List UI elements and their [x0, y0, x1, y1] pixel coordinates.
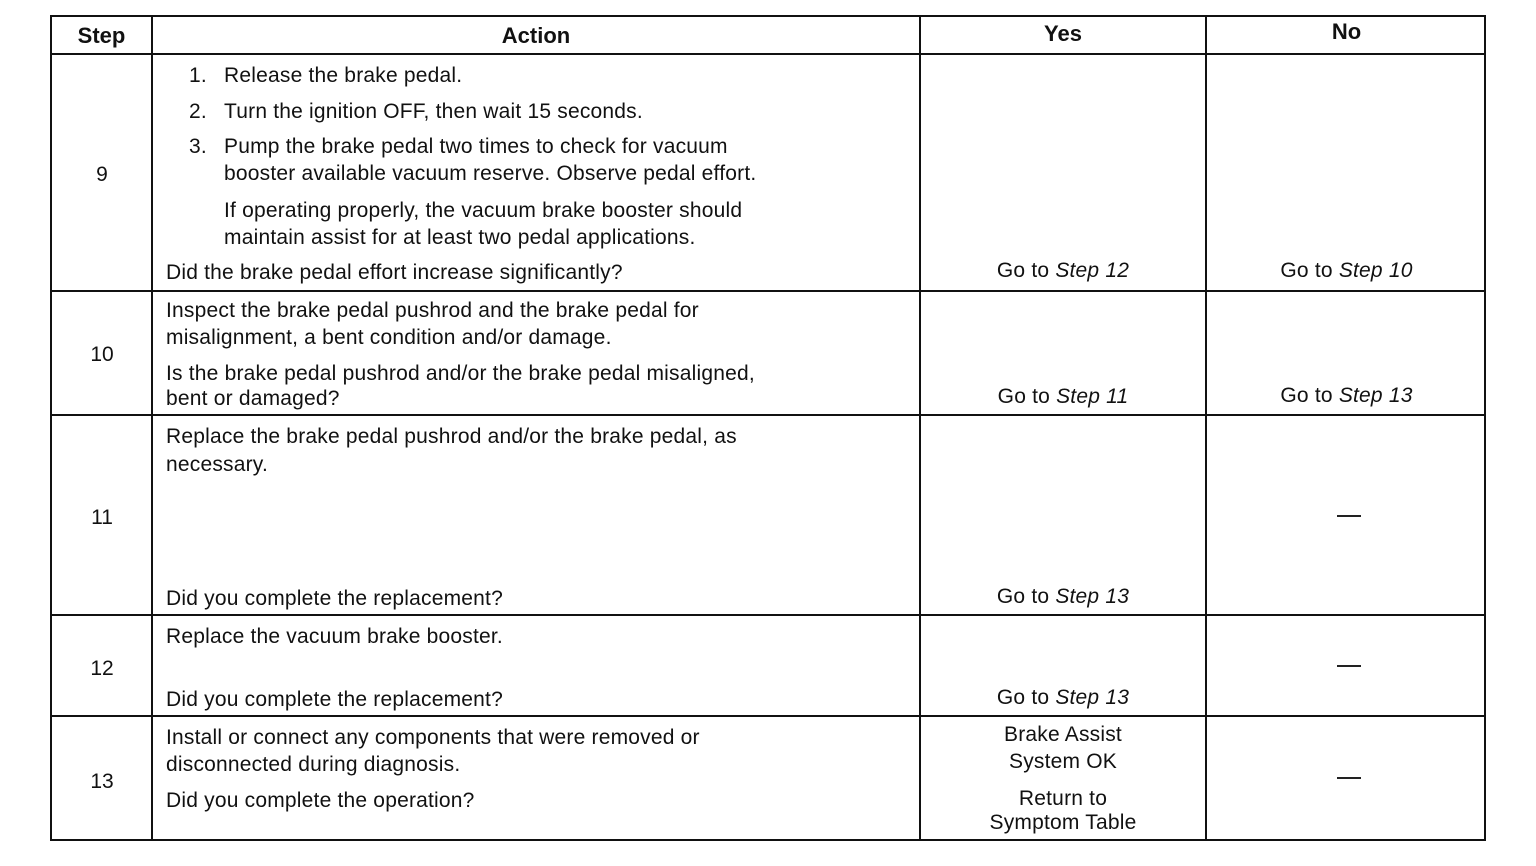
action-question: Did you complete the replacement?	[166, 587, 503, 610]
action-text: Turn the ignition OFF, then wait 15 seconds.	[224, 100, 643, 123]
action-text: disconnected during diagnosis.	[166, 753, 461, 776]
no-result: Go to Step 10	[1280, 259, 1413, 282]
no-result: Go to Step 13	[1280, 384, 1413, 407]
step-number: 12	[90, 657, 114, 680]
no-result-dash	[1337, 515, 1361, 517]
header-step: Step	[77, 23, 126, 48]
action-text: Replace the brake pedal pushrod and/or the brake pedal, as	[166, 425, 737, 448]
step-number: 10	[90, 343, 114, 366]
header-no: No	[1331, 19, 1362, 44]
header-action: Action	[501, 23, 571, 48]
yes-result: Symptom Table	[989, 811, 1137, 834]
action-question: bent or damaged?	[166, 387, 340, 410]
yes-result: System OK	[1009, 750, 1117, 773]
action-note: If operating properly, the vacuum brake booster should	[224, 199, 743, 222]
action-text: misalignment, a bent condition and/or damage.	[166, 326, 612, 349]
step-number: 9	[96, 163, 108, 186]
row-divider	[52, 290, 1484, 292]
yes-result: Brake Assist	[1004, 723, 1122, 746]
step-number: 11	[91, 506, 113, 529]
action-text: Pump the brake pedal two times to check for vacuum	[224, 135, 728, 158]
action-text: Release the brake pedal.	[224, 64, 463, 87]
yes-result: Go to Step 13	[996, 585, 1130, 608]
row-divider	[52, 414, 1484, 416]
action-text: Inspect the brake pedal pushrod and the brake pedal for	[166, 299, 699, 322]
row-divider	[52, 53, 1484, 55]
action-question: Did the brake pedal effort increase significantly?	[166, 261, 623, 284]
yes-result: Go to Step 13	[996, 686, 1130, 709]
no-result-dash	[1337, 665, 1361, 667]
yes-result: Go to Step 12	[996, 259, 1130, 282]
action-text: necessary.	[166, 453, 268, 476]
row-divider	[52, 614, 1484, 616]
list-number: 1.	[189, 64, 207, 87]
action-question: Did you complete the replacement?	[166, 688, 503, 711]
action-question: Is the brake pedal pushrod and/or the brake pedal misaligned,	[166, 362, 755, 385]
yes-result: Go to Step 11	[997, 385, 1129, 408]
diagnostic-table	[50, 15, 1486, 841]
list-number: 2.	[189, 100, 207, 123]
action-text: Install or connect any components that were removed or	[166, 726, 700, 749]
list-number: 3.	[189, 135, 207, 158]
yes-result: Return to	[1018, 787, 1108, 810]
action-question: Did you complete the operation?	[166, 789, 475, 812]
action-note: maintain assist for at least two pedal applications.	[224, 226, 696, 249]
header-yes: Yes	[1044, 21, 1082, 46]
action-text: booster available vacuum reserve. Observe pedal effort.	[224, 162, 757, 185]
action-text: Replace the vacuum brake booster.	[166, 625, 503, 648]
row-divider	[52, 715, 1484, 717]
step-number: 13	[90, 770, 114, 793]
no-result-dash	[1337, 777, 1361, 779]
